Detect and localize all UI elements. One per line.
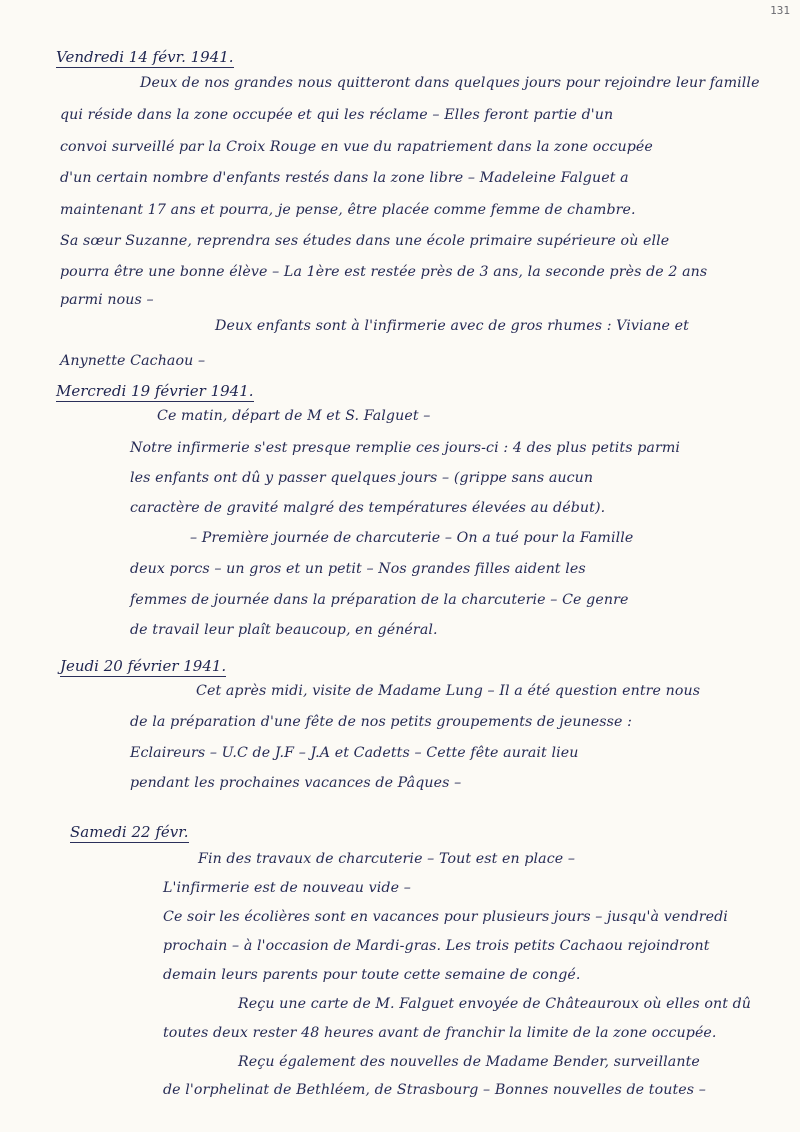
- text-line: d'un certain nombre d'enfants restés dans la zone libre – Madeleine Falguet a: [60, 170, 629, 186]
- text-line: demain leurs parents pour toute cette semaine de congé.: [163, 967, 581, 983]
- text-line: Sa sœur Suzanne, reprendra ses études dans une école primaire supérieure où elle: [60, 233, 670, 249]
- text-line: de la préparation d'une fête de nos petits groupements de jeunesse :: [130, 714, 633, 730]
- text-line: caractère de gravité malgré des températures élevées au début).: [130, 500, 606, 516]
- entry-date: Samedi 22 févr.: [70, 823, 189, 841]
- text-line: femmes de journée dans la préparation de la charcuterie – Ce genre: [130, 592, 629, 608]
- text-line: Fin des travaux de charcuterie – Tout est en place –: [198, 851, 576, 867]
- text-line: Notre infirmerie s'est presque remplie ces jours-ci : 4 des plus petits parmi: [130, 440, 681, 456]
- text-line: Reçu également des nouvelles de Madame Bender, surveillante: [238, 1054, 700, 1070]
- text-line: qui réside dans la zone occupée et qui les réclame – Elles feront partie d'un: [60, 107, 614, 123]
- text-line: Deux enfants sont à l'infirmerie avec de gros rhumes : Viviane et: [215, 318, 689, 334]
- entry-date: Jeudi 20 février 1941.: [60, 657, 227, 675]
- text-line: de travail leur plaît beaucoup, en général.: [130, 622, 438, 638]
- text-line: Eclaireurs – U.C de J.F – J.A et Cadetts – Cette fête aurait lieu: [130, 745, 579, 761]
- page-number: 131: [770, 4, 790, 17]
- text-line: deux porcs – un gros et un petit – Nos grandes filles aident les: [130, 561, 586, 577]
- text-line: – Première journée de charcuterie – On a tué pour la Famille: [190, 530, 634, 546]
- text-line: prochain – à l'occasion de Mardi-gras. Les trois petits Cachaou rejoindront: [163, 938, 710, 954]
- entry-date: Mercredi 19 février 1941.: [56, 382, 254, 400]
- text-line: Anynette Cachaou –: [60, 353, 206, 369]
- text-line: Reçu une carte de M. Falguet envoyée de Châteauroux où elles ont dû: [238, 996, 752, 1012]
- text-line: parmi nous –: [60, 292, 154, 308]
- text-line: Deux de nos grandes nous quitteront dans quelques jours pour rejoindre leur famille: [140, 75, 760, 91]
- text-line: les enfants ont dû y passer quelques jours – (grippe sans aucun: [130, 470, 594, 486]
- entry-date: Vendredi 14 févr. 1941.: [56, 48, 234, 66]
- text-line: maintenant 17 ans et pourra, je pense, être placée comme femme de chambre.: [60, 202, 636, 218]
- text-line: pourra être une bonne élève – La 1ère est restée près de 3 ans, la seconde près de 2 ans: [60, 264, 708, 280]
- text-line: convoi surveillé par la Croix Rouge en vue du rapatriement dans la zone occupée: [60, 139, 653, 155]
- text-line: Cet après midi, visite de Madame Lung – Il a été question entre nous: [196, 683, 701, 699]
- text-line: de l'orphelinat de Bethléem, de Strasbourg – Bonnes nouvelles de toutes –: [163, 1082, 706, 1098]
- text-line: pendant les prochaines vacances de Pâques –: [130, 775, 462, 791]
- text-line: toutes deux rester 48 heures avant de franchir la limite de la zone occupée.: [163, 1025, 717, 1041]
- text-line: Ce matin, départ de M et S. Falguet –: [157, 408, 431, 424]
- text-line: L'infirmerie est de nouveau vide –: [163, 880, 411, 896]
- text-line: Ce soir les écolières sont en vacances pour plusieurs jours – jusqu'à vendredi: [163, 909, 728, 925]
